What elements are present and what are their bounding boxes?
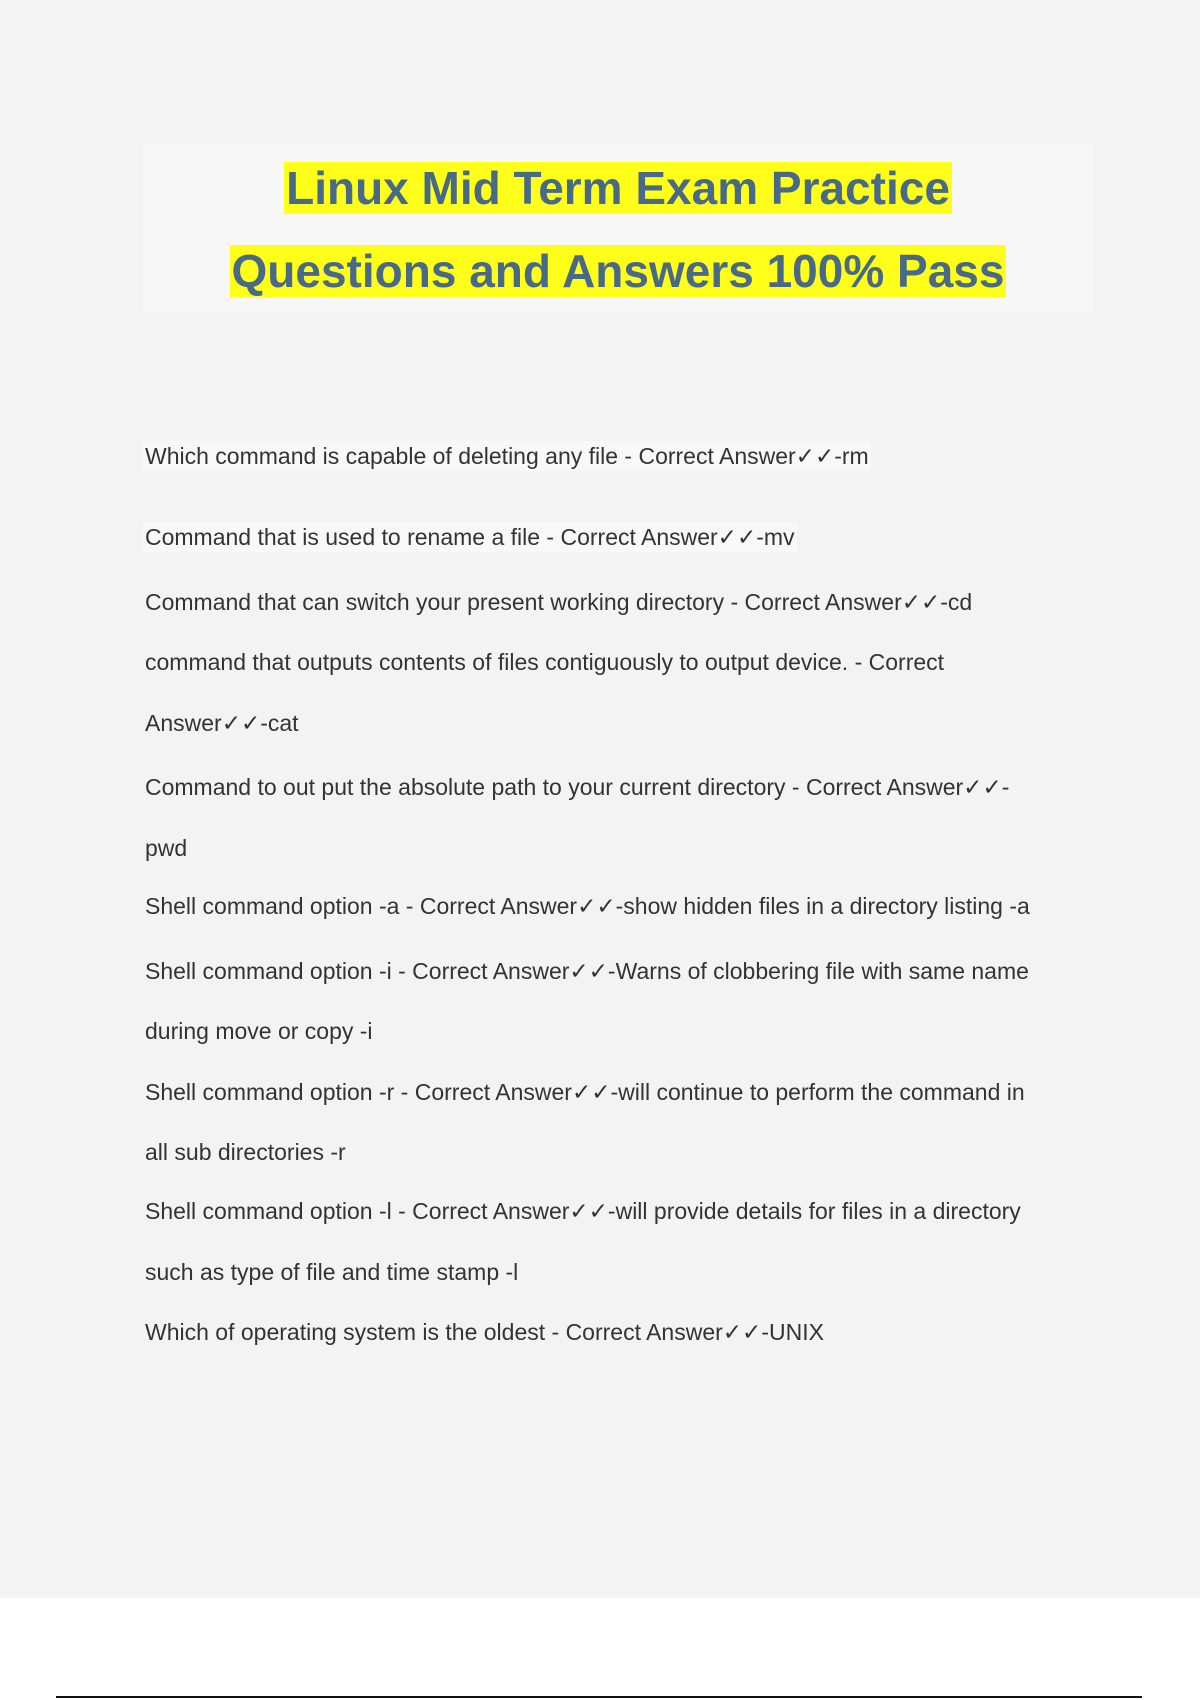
title-block <box>143 145 1093 313</box>
qa-line: during move or copy -i <box>145 1018 373 1044</box>
title-line-2 <box>143 230 1093 313</box>
qa-line: Command that can switch your present working directory - Correct Answer✓✓-cd <box>145 589 973 615</box>
qa-line: Which command is capable of deleting any file - Correct Answer✓✓-rm <box>145 443 869 469</box>
qa-line: all sub directories -r <box>145 1139 346 1165</box>
qa-line: command that outputs contents of files contiguously to output device. - Correct <box>145 649 945 675</box>
qa-line: Command that is used to rename a file - Correct Answer✓✓-mv <box>145 524 795 550</box>
qa-line: Shell command option -a - Correct Answer✓✓-show hidden files in a directory listing -a <box>145 893 1030 919</box>
qa-line: pwd <box>145 835 188 861</box>
qa-line: Command to out put the absolute path to your current directory - Correct Answer✓✓- <box>145 774 1010 800</box>
qa-line: Answer✓✓-cat <box>145 710 299 736</box>
qa-line: Shell command option -i - Correct Answer✓✓-Warns of clobbering file with same name <box>145 958 1029 984</box>
title-text-2: Questions and Answers 100% Pass <box>231 245 1005 297</box>
qa-line: Which of operating system is the oldest - Correct Answer✓✓-UNIX <box>145 1319 824 1345</box>
qa-line: such as type of file and time stamp -l <box>145 1259 519 1285</box>
qa-line: Shell command option -r - Correct Answer✓✓-will continue to perform the command in <box>145 1079 1025 1105</box>
footer-rule <box>56 1696 1142 1698</box>
qa-line: Shell command option -l - Correct Answer✓✓-will provide details for files in a directory <box>145 1198 1021 1224</box>
title-text-1: Linux Mid Term Exam Practice <box>286 162 950 214</box>
title-line-1 <box>143 147 1093 230</box>
